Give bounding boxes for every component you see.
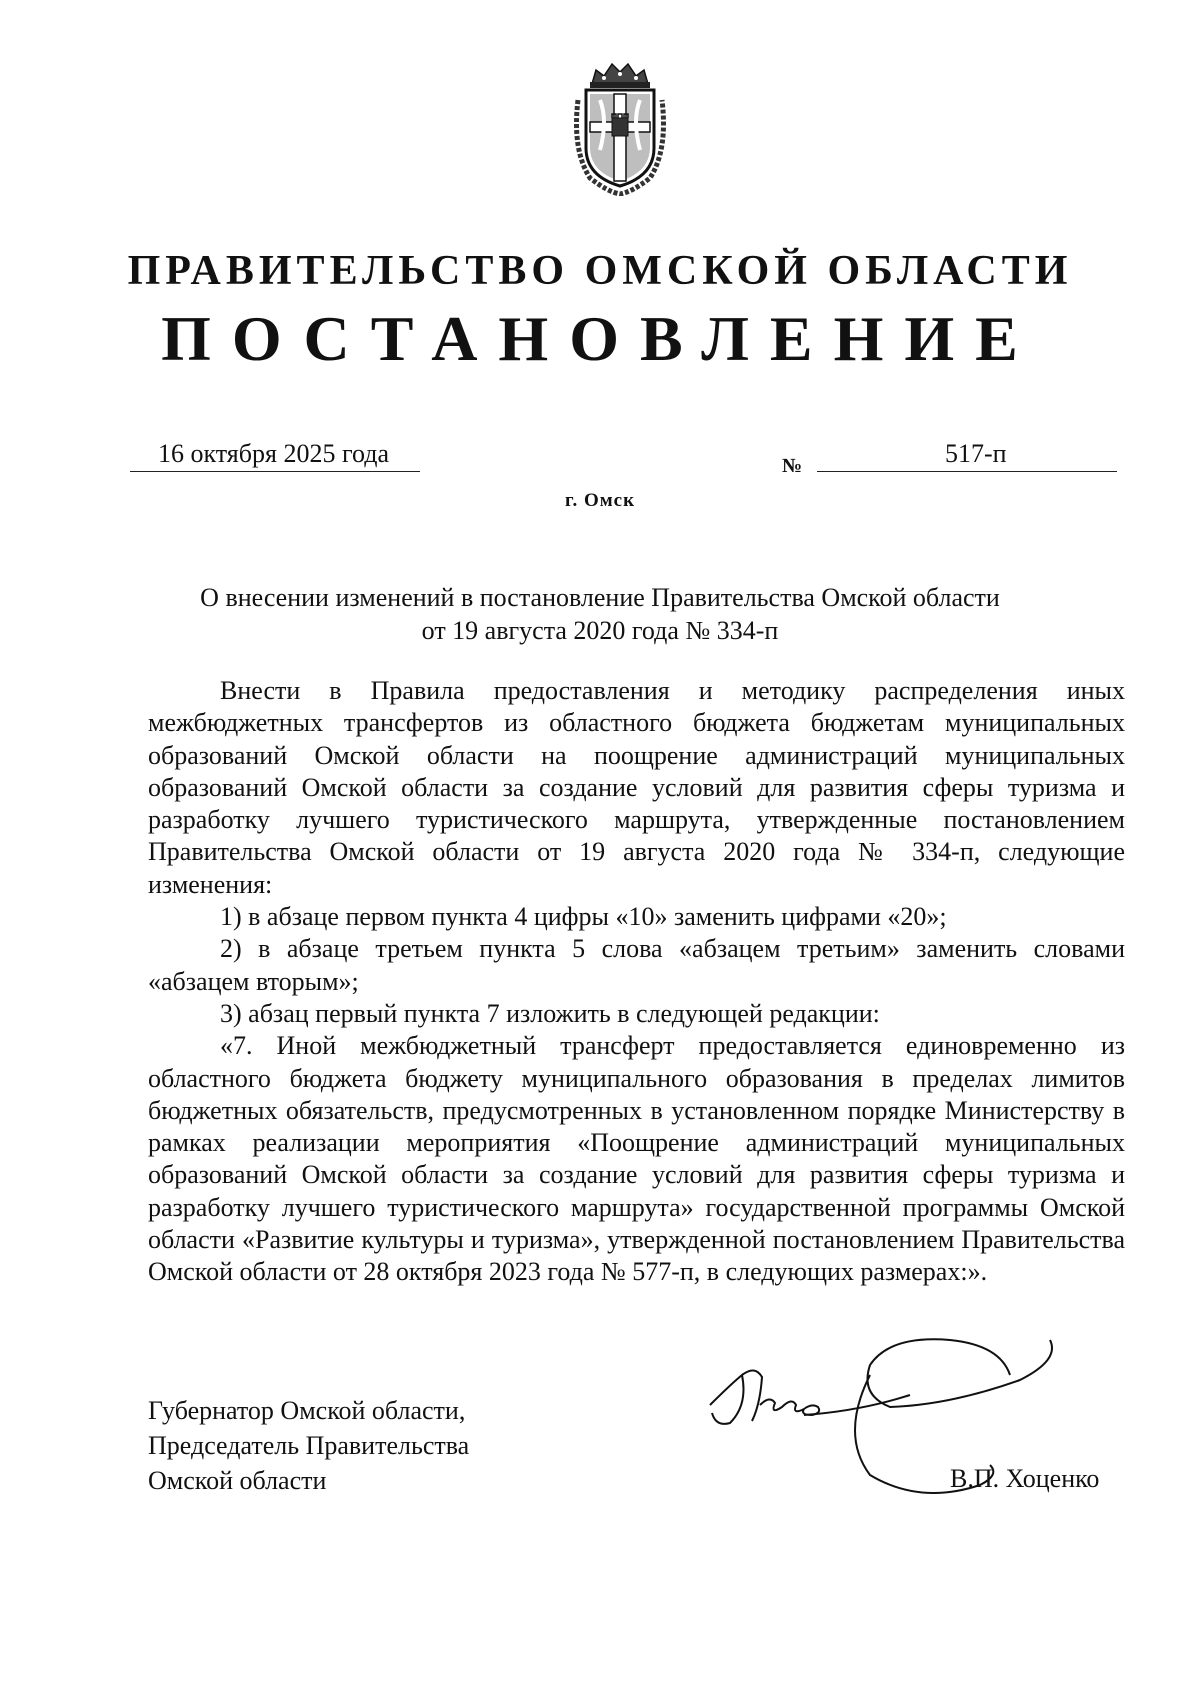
document-date: 16 октября 2025 года [130, 436, 420, 472]
subject-line: О внесении изменений в постановление Правительства Омской области [200, 583, 1000, 612]
document-number: 517-п [817, 436, 1117, 472]
number-sign: № [782, 455, 803, 477]
body-paragraph: Внести в Правила предоставления и методику распределения иных межбюджетных трансфертов из областного бюджета бюджетам муниципальных образований Омской области на поощрение администраций муниципальных образований Омской области за создание условий для развития сферы туризма и разработку лучшего туристического маршрута, утвержденные постановлением Правительства Омской области от 19 августа 2020 года № 334-п, следующие изменения: [148, 676, 1125, 899]
signer-position-line: Омской области [148, 1466, 327, 1495]
body-paragraph: «7. Иной межбюджетный трансферт предоставляется единовременно из областного бюджета бюджету муниципального образования в пределах лимитов бюджетных обязательств, предусмотренных в установленном порядке Министерству в рамках реализации мероприятия «Поощрение администраций муниципальных образований Омской области за создание условий для развития сферы туризма и разработку лучшего туристического маршрута» государственной программы Омской области «Развитие культуры и туризма», утвержденной постановлением Правительства Омской области от 28 октября 2023 года № 577-п, в следующих размерах:». [148, 1031, 1125, 1287]
document-body [148, 675, 1125, 1289]
body-paragraph: 1) в абзаце первом пункта 4 цифры «10» заменить цифрами «20»; [220, 902, 947, 932]
city: г. Омск [564, 490, 636, 511]
body-paragraph: 2) в абзаце третьем пункта 5 слова «абзацем третьим» заменить словами «абзацем вторым»; [148, 934, 1125, 996]
signer-position [148, 1393, 469, 1498]
signer-position-line: Председатель Правительства [148, 1431, 470, 1460]
signer-name: В.П. Хоценко [950, 1464, 1100, 1493]
organization-title: ПРАВИТЕЛЬСТВО ОМСКОЙ ОБЛАСТИ [127, 248, 1073, 294]
body-paragraph: 3) абзац первый пункта 7 изложить в следующей редакции: [220, 998, 880, 1028]
coat-of-arms-icon [570, 60, 670, 196]
signer-position-line: Губернатор Омской области, [148, 1396, 466, 1425]
subject-line: от 19 августа 2020 года № 334-п [421, 616, 779, 645]
document-type-title: ПОСТАНОВЛЕНИЕ [161, 303, 1039, 374]
document-subject [150, 581, 1050, 647]
